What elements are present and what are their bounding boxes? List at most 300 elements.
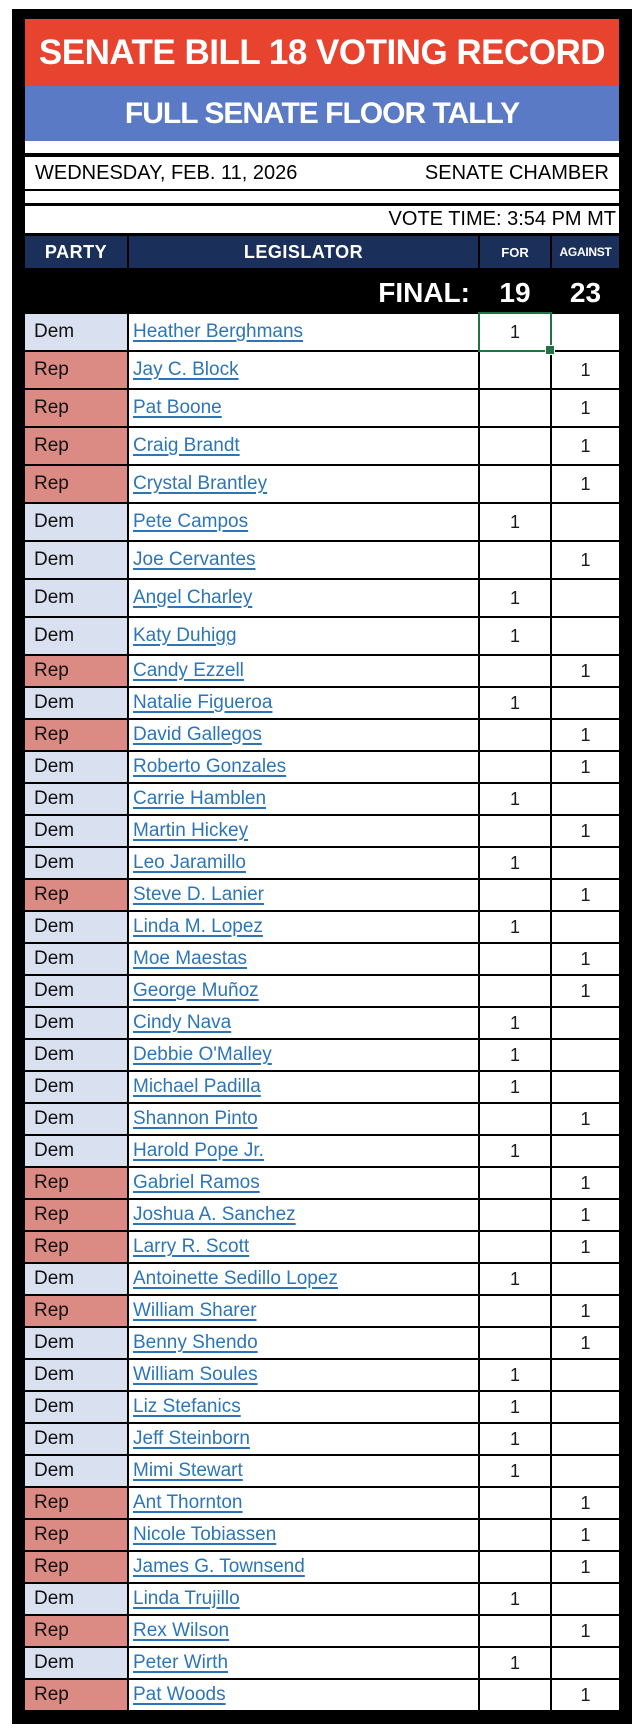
party-cell[interactable] [25, 504, 127, 540]
against-vote: 1 [580, 980, 591, 1001]
against-cell[interactable] [552, 1616, 619, 1646]
against-cell[interactable] [552, 1328, 619, 1358]
party-cell[interactable] [25, 816, 127, 846]
table-row [25, 912, 619, 942]
table-row [25, 976, 619, 1006]
table-row [25, 720, 619, 750]
party-label: Rep [34, 1492, 69, 1513]
legislator-cell[interactable] [129, 1008, 478, 1038]
legislator-link[interactable]: Katy Duhigg [133, 625, 237, 646]
legislator-link[interactable]: Jay C. Block [133, 359, 239, 380]
against-cell[interactable] [552, 504, 619, 540]
against-vote: 1 [580, 1620, 591, 1641]
against-cell[interactable] [552, 1232, 619, 1262]
party-label: Dem [34, 1364, 75, 1385]
for-cell[interactable] [480, 466, 550, 502]
for-cell[interactable] [480, 504, 550, 540]
for-cell[interactable] [480, 428, 550, 464]
for-cell[interactable] [480, 618, 550, 654]
party-cell[interactable] [25, 1552, 127, 1582]
against-vote: 1 [580, 756, 591, 777]
party-cell[interactable] [25, 580, 127, 616]
party-label: Dem [34, 1012, 75, 1033]
for-cell[interactable] [480, 688, 550, 718]
against-cell[interactable] [552, 1008, 619, 1038]
against-vote: 1 [580, 549, 591, 570]
party-label: Dem [34, 1268, 75, 1289]
party-cell[interactable] [25, 1232, 127, 1262]
for-cell[interactable] [480, 1104, 550, 1134]
legislator-cell[interactable] [129, 656, 478, 686]
table-row [25, 1232, 619, 1262]
against-cell[interactable] [552, 314, 619, 350]
party-label: Rep [34, 1300, 69, 1321]
legislator-link[interactable]: Martin Hickey [133, 820, 249, 841]
legislator-cell[interactable] [129, 752, 478, 782]
party-cell[interactable] [25, 466, 127, 502]
legislator-link[interactable]: Angel Charley [133, 587, 253, 608]
for-cell[interactable] [480, 1040, 550, 1070]
legislator-link[interactable]: Jeff Steinborn [133, 1428, 250, 1449]
legislator-cell[interactable] [129, 428, 478, 464]
legislator-cell[interactable] [129, 912, 478, 942]
against-vote: 1 [580, 1108, 591, 1129]
party-label: Dem [34, 948, 75, 969]
for-cell[interactable] [480, 1552, 550, 1582]
party-cell[interactable] [25, 688, 127, 718]
against-cell[interactable] [552, 1584, 619, 1614]
party-cell[interactable] [25, 1392, 127, 1422]
against-cell[interactable] [552, 1392, 619, 1422]
table-row [25, 1072, 619, 1102]
for-cell[interactable] [480, 1072, 550, 1102]
against-cell[interactable] [552, 816, 619, 846]
party-cell[interactable] [25, 1136, 127, 1166]
party-cell[interactable] [25, 1456, 127, 1486]
against-vote: 1 [580, 948, 591, 969]
party-label: Dem [34, 587, 75, 608]
legislator-cell[interactable] [129, 1616, 478, 1646]
for-cell[interactable] [480, 784, 550, 814]
legislator-link[interactable]: Pat Boone [133, 397, 222, 418]
against-vote: 1 [580, 1236, 591, 1257]
table-row [25, 1136, 619, 1166]
for-cell[interactable] [480, 1008, 550, 1038]
for-vote: 1 [509, 916, 520, 937]
legislator-link[interactable]: Leo Jaramillo [133, 852, 246, 873]
legislator-cell[interactable] [129, 1040, 478, 1070]
for-cell[interactable] [480, 912, 550, 942]
for-cell[interactable] [480, 848, 550, 878]
for-cell[interactable] [480, 976, 550, 1006]
vote-time-row [25, 206, 619, 233]
for-cell[interactable] [480, 1584, 550, 1614]
table-row [25, 542, 619, 578]
legislator-link[interactable]: David Gallegos [133, 724, 262, 745]
for-cell[interactable] [480, 1360, 550, 1390]
for-cell[interactable] [480, 352, 550, 388]
legislator-cell[interactable] [129, 1136, 478, 1166]
party-label: Dem [34, 1428, 75, 1449]
party-label: Rep [34, 359, 69, 380]
against-vote: 1 [580, 724, 591, 745]
legislator-cell[interactable] [129, 1072, 478, 1102]
against-cell[interactable] [552, 1648, 619, 1678]
table-row [25, 1392, 619, 1422]
for-cell[interactable] [480, 752, 550, 782]
for-cell[interactable] [480, 390, 550, 426]
legislator-link[interactable]: Joshua A. Sanchez [133, 1204, 296, 1225]
party-cell[interactable] [25, 618, 127, 654]
legislator-link[interactable]: Rex Wilson [133, 1620, 230, 1641]
for-cell[interactable] [480, 1136, 550, 1166]
legislator-link[interactable]: James G. Townsend [133, 1556, 305, 1577]
party-cell[interactable] [25, 1520, 127, 1550]
legislator-cell[interactable] [129, 1392, 478, 1422]
table-row [25, 784, 619, 814]
against-cell[interactable] [552, 848, 619, 878]
legislator-cell[interactable] [129, 944, 478, 974]
legislator-link[interactable]: Peter Wirth [133, 1652, 229, 1673]
legislator-link[interactable]: Harold Pope Jr. [133, 1140, 264, 1161]
legislator-link[interactable]: Craig Brandt [133, 435, 240, 456]
party-cell[interactable] [25, 912, 127, 942]
against-cell[interactable] [552, 352, 619, 388]
legislator-cell[interactable] [129, 1488, 478, 1518]
for-cell[interactable] [480, 1264, 550, 1294]
legislator-cell[interactable] [129, 390, 478, 426]
legislator-cell[interactable] [129, 784, 478, 814]
for-cell[interactable] [480, 1520, 550, 1550]
against-vote: 1 [580, 1524, 591, 1545]
legislator-cell[interactable] [129, 1648, 478, 1678]
party-cell[interactable] [25, 352, 127, 388]
table-row [25, 1008, 619, 1038]
against-cell[interactable] [552, 618, 619, 654]
legislator-link[interactable]: Benny Shendo [133, 1332, 258, 1353]
against-cell[interactable] [552, 1040, 619, 1070]
for-cell[interactable] [480, 1488, 550, 1518]
legislator-link[interactable]: George Muñoz [133, 980, 259, 1001]
against-cell[interactable] [552, 976, 619, 1006]
against-cell[interactable] [552, 428, 619, 464]
legislator-link[interactable]: Linda M. Lopez [133, 916, 263, 937]
legislator-cell[interactable] [129, 816, 478, 846]
legislator-rows [25, 314, 619, 1710]
legislator-link[interactable]: Natalie Figueroa [133, 692, 273, 713]
table-row [25, 1616, 619, 1646]
for-cell[interactable] [480, 1296, 550, 1326]
legislator-link[interactable]: Moe Maestas [133, 948, 248, 969]
against-cell[interactable] [552, 1136, 619, 1166]
party-cell[interactable] [25, 784, 127, 814]
legislator-cell[interactable] [129, 1232, 478, 1262]
session-location: SENATE CHAMBER [424, 161, 609, 184]
party-cell[interactable] [25, 720, 127, 750]
party-cell[interactable] [25, 1296, 127, 1326]
party-cell[interactable] [25, 1424, 127, 1454]
for-cell[interactable] [480, 1168, 550, 1198]
against-cell[interactable] [552, 390, 619, 426]
against-vote: 1 [580, 473, 591, 494]
party-cell[interactable] [25, 390, 127, 426]
for-cell[interactable] [480, 880, 550, 910]
for-cell[interactable] [480, 1648, 550, 1678]
for-cell[interactable] [480, 720, 550, 750]
for-vote: 1 [509, 511, 520, 532]
legislator-link[interactable]: Pat Woods [133, 1684, 226, 1705]
against-cell[interactable] [552, 1680, 619, 1710]
legislator-cell[interactable] [129, 1200, 478, 1230]
party-cell[interactable] [25, 656, 127, 686]
against-cell[interactable] [552, 784, 619, 814]
against-cell[interactable] [552, 1104, 619, 1134]
party-cell[interactable] [25, 1040, 127, 1070]
party-label: Dem [34, 1108, 75, 1129]
legislator-cell[interactable] [129, 1520, 478, 1550]
party-cell[interactable] [25, 1488, 127, 1518]
party-cell[interactable] [25, 428, 127, 464]
legislator-cell[interactable] [129, 1264, 478, 1294]
legislator-cell[interactable] [129, 314, 478, 350]
legislator-cell[interactable] [129, 848, 478, 878]
legislator-link[interactable]: Michael Padilla [133, 1076, 261, 1097]
table-row [25, 580, 619, 616]
legislator-cell[interactable] [129, 352, 478, 388]
legislator-link[interactable]: William Sharer [133, 1300, 257, 1321]
divider-strip [25, 191, 619, 203]
party-label: Rep [34, 884, 69, 905]
against-cell[interactable] [552, 1296, 619, 1326]
against-cell[interactable] [552, 1520, 619, 1550]
table-row [25, 1168, 619, 1198]
legislator-link[interactable]: Joe Cervantes [133, 549, 256, 570]
party-cell[interactable] [25, 1008, 127, 1038]
against-cell[interactable] [552, 720, 619, 750]
against-cell[interactable] [552, 944, 619, 974]
legislator-link[interactable]: Roberto Gonzales [133, 756, 287, 777]
divider-strip [25, 141, 619, 153]
legislator-cell[interactable] [129, 504, 478, 540]
legislator-cell[interactable] [129, 618, 478, 654]
against-cell[interactable] [552, 1424, 619, 1454]
party-label: Dem [34, 852, 75, 873]
against-cell[interactable] [552, 1360, 619, 1390]
for-cell[interactable] [480, 1392, 550, 1422]
against-cell[interactable] [552, 1200, 619, 1230]
against-vote: 1 [580, 1492, 591, 1513]
party-cell[interactable] [25, 880, 127, 910]
table-row [25, 752, 619, 782]
against-cell[interactable] [552, 1456, 619, 1486]
for-cell[interactable] [480, 1200, 550, 1230]
party-cell[interactable] [25, 944, 127, 974]
against-cell[interactable] [552, 1488, 619, 1518]
against-vote: 1 [580, 359, 591, 380]
against-cell[interactable] [552, 752, 619, 782]
party-label: Dem [34, 1076, 75, 1097]
title-banner [25, 19, 619, 86]
party-cell[interactable] [25, 1104, 127, 1134]
legislator-link[interactable]: Mimi Stewart [133, 1460, 243, 1481]
legislator-cell[interactable] [129, 1328, 478, 1358]
legislator-link[interactable]: Cindy Nava [133, 1012, 232, 1033]
party-label: Dem [34, 820, 75, 841]
for-cell[interactable] [480, 1424, 550, 1454]
party-label: Rep [34, 1172, 69, 1193]
table-row [25, 688, 619, 718]
for-cell[interactable] [480, 542, 550, 578]
legislator-link[interactable]: Nicole Tobiassen [133, 1524, 277, 1545]
for-cell[interactable] [480, 656, 550, 686]
legislator-link[interactable]: Ant Thornton [133, 1492, 243, 1513]
final-for-count: 19 [499, 277, 531, 308]
party-cell[interactable] [25, 1360, 127, 1390]
party-label: Dem [34, 1332, 75, 1353]
against-cell[interactable] [552, 1552, 619, 1582]
against-cell[interactable] [552, 1072, 619, 1102]
party-cell[interactable] [25, 848, 127, 878]
legislator-link[interactable]: Gabriel Ramos [133, 1172, 260, 1193]
legislator-link[interactable]: Heather Berghmans [133, 321, 304, 342]
vote-time: VOTE TIME: 3:54 PM MT [388, 208, 616, 230]
for-cell[interactable] [480, 1328, 550, 1358]
party-cell[interactable] [25, 542, 127, 578]
legislator-link[interactable]: William Soules [133, 1364, 258, 1385]
table-row [25, 390, 619, 426]
against-cell[interactable] [552, 880, 619, 910]
legislator-link[interactable]: Liz Stefanics [133, 1396, 241, 1417]
legislator-link[interactable]: Steve D. Lanier [133, 884, 264, 905]
for-cell[interactable] [480, 1232, 550, 1262]
table-row [25, 618, 619, 654]
party-label: Dem [34, 980, 75, 1001]
legislator-cell[interactable] [129, 466, 478, 502]
legislator-cell[interactable] [129, 1296, 478, 1326]
legislator-cell[interactable] [129, 1360, 478, 1390]
party-cell[interactable] [25, 1616, 127, 1646]
for-cell[interactable] [480, 1616, 550, 1646]
table-row [25, 1360, 619, 1390]
column-header-legislator: LEGISLATOR [129, 236, 478, 268]
legislator-link[interactable]: Larry R. Scott [133, 1236, 250, 1257]
for-vote: 1 [509, 1428, 520, 1449]
against-cell[interactable] [552, 1264, 619, 1294]
party-cell[interactable] [25, 1328, 127, 1358]
party-label: Dem [34, 1652, 75, 1673]
legislator-link[interactable]: Pete Campos [133, 511, 249, 532]
legislator-cell[interactable] [129, 1424, 478, 1454]
party-label: Rep [34, 1684, 69, 1705]
for-vote: 1 [509, 1588, 520, 1609]
table-row [25, 1488, 619, 1518]
against-cell[interactable] [552, 580, 619, 616]
against-cell[interactable] [552, 466, 619, 502]
legislator-cell[interactable] [129, 1552, 478, 1582]
against-cell[interactable] [552, 1168, 619, 1198]
against-cell[interactable] [552, 542, 619, 578]
party-label: Dem [34, 1044, 75, 1065]
legislator-cell[interactable] [129, 542, 478, 578]
legislator-cell[interactable] [129, 1104, 478, 1134]
legislator-cell[interactable] [129, 1168, 478, 1198]
legislator-cell[interactable] [129, 880, 478, 910]
for-cell[interactable] [480, 944, 550, 974]
against-cell[interactable] [552, 656, 619, 686]
party-cell[interactable] [25, 1648, 127, 1678]
for-vote: 1 [509, 321, 520, 342]
party-cell[interactable] [25, 1168, 127, 1198]
for-cell[interactable] [480, 580, 550, 616]
legislator-cell[interactable] [129, 688, 478, 718]
for-cell[interactable] [480, 1456, 550, 1486]
table-row [25, 504, 619, 540]
legislator-cell[interactable] [129, 720, 478, 750]
legislator-link[interactable]: Antoinette Sedillo Lopez [133, 1268, 338, 1289]
for-vote: 1 [509, 1044, 520, 1065]
final-tally-row [25, 268, 619, 314]
party-cell[interactable] [25, 1680, 127, 1710]
legislator-cell[interactable] [129, 976, 478, 1006]
for-cell[interactable] [480, 314, 550, 350]
table-row [25, 1424, 619, 1454]
legislator-link[interactable]: Carrie Hamblen [133, 788, 267, 809]
party-cell[interactable] [25, 1072, 127, 1102]
party-cell[interactable] [25, 314, 127, 350]
party-label: Rep [34, 1620, 69, 1641]
voting-record-sheet [12, 9, 632, 1724]
against-cell[interactable] [552, 688, 619, 718]
legislator-cell[interactable] [129, 1680, 478, 1710]
legislator-cell[interactable] [129, 580, 478, 616]
against-cell[interactable] [552, 912, 619, 942]
against-vote: 1 [580, 1332, 591, 1353]
party-label: Dem [34, 1588, 75, 1609]
table-row [25, 1296, 619, 1326]
column-header-against: AGAINST [552, 236, 619, 268]
party-cell[interactable] [25, 752, 127, 782]
party-label: Dem [34, 625, 75, 646]
party-cell[interactable] [25, 976, 127, 1006]
party-cell[interactable] [25, 1584, 127, 1614]
final-label: FINAL: [378, 277, 470, 308]
party-cell[interactable] [25, 1264, 127, 1294]
party-cell[interactable] [25, 1200, 127, 1230]
table-row [25, 1328, 619, 1358]
legislator-link[interactable]: Crystal Brantley [133, 473, 268, 494]
for-vote: 1 [509, 1460, 520, 1481]
for-vote: 1 [509, 1268, 520, 1289]
for-cell[interactable] [480, 1680, 550, 1710]
for-cell[interactable] [480, 816, 550, 846]
for-vote: 1 [509, 1076, 520, 1097]
final-against-count: 23 [569, 277, 602, 308]
legislator-link[interactable]: Debbie O'Malley [133, 1044, 272, 1065]
against-vote: 1 [580, 1172, 591, 1193]
page-subtitle: FULL SENATE FLOOR TALLY [124, 96, 520, 130]
for-vote: 1 [509, 587, 520, 608]
legislator-link[interactable]: Candy Ezzell [133, 660, 244, 681]
party-label: Dem [34, 549, 75, 570]
party-label: Rep [34, 1556, 69, 1577]
legislator-link[interactable]: Linda Trujillo [133, 1588, 240, 1609]
against-vote: 1 [580, 660, 591, 681]
legislator-link[interactable]: Shannon Pinto [133, 1108, 258, 1129]
against-vote: 1 [580, 1204, 591, 1225]
legislator-cell[interactable] [129, 1584, 478, 1614]
party-label: Rep [34, 435, 69, 456]
legislator-cell[interactable] [129, 1456, 478, 1486]
